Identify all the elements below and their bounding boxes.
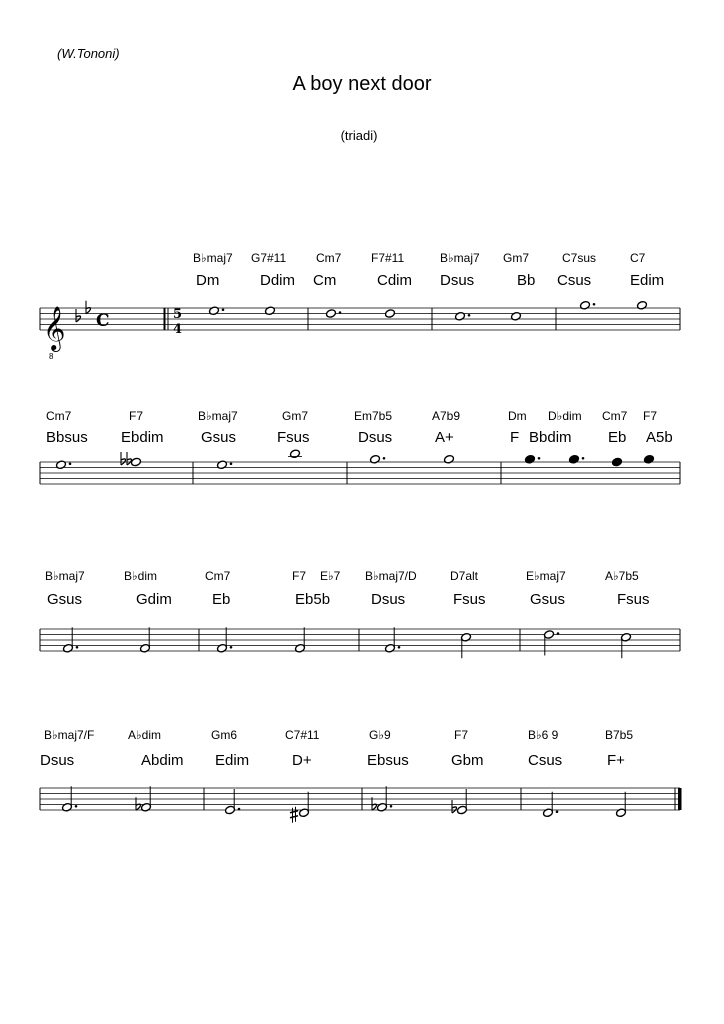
- chord-symbol: B♭6 9: [528, 728, 559, 742]
- augmentation-dot: [76, 646, 79, 649]
- chord-symbol: C7sus: [562, 251, 597, 265]
- time-sig-numerator: 5: [173, 307, 183, 322]
- chord-symbol: B♭maj7/D: [365, 569, 417, 583]
- triad-label: Eb: [608, 429, 627, 446]
- triad-label: Ebsus: [367, 752, 409, 769]
- triad-label: Ebdim: [121, 429, 164, 446]
- triad-label: Dsus: [40, 752, 75, 769]
- chord-symbol: Cm7: [205, 569, 231, 583]
- triad-label: Fsus: [453, 591, 486, 608]
- triad-label: F+: [607, 752, 625, 769]
- augmentation-dot: [398, 646, 401, 649]
- triad-label: Csus: [557, 272, 592, 289]
- flat-bowl: [86, 308, 91, 314]
- triad-label: Edim: [630, 272, 665, 289]
- chord-symbol: Cm7: [602, 409, 628, 423]
- augmentation-dot: [230, 646, 233, 649]
- note-head: [370, 454, 381, 464]
- note-head: [637, 300, 648, 310]
- chord-symbol: A♭dim: [128, 728, 161, 742]
- triad-label: Gsus: [530, 591, 566, 608]
- final-barline-thick: [678, 788, 682, 810]
- note-head: [290, 449, 301, 459]
- flat-accidental-icon: [452, 800, 457, 813]
- triad-label: Dsus: [440, 272, 475, 289]
- augmentation-dot: [556, 810, 559, 813]
- key-flat-bb-icon: [76, 309, 81, 322]
- augmentation-dot: [238, 808, 241, 811]
- triad-label: Eb5b: [295, 591, 331, 608]
- note-head: [326, 309, 337, 319]
- sharp-line: [290, 811, 298, 813]
- note-head: [455, 311, 466, 321]
- note-head: [580, 300, 591, 310]
- triad-label: Dsus: [358, 429, 393, 446]
- octave-8-icon: 8: [49, 352, 54, 361]
- augmentation-dot: [582, 457, 585, 460]
- chord-symbol: B♭maj7: [198, 409, 238, 423]
- chord-symbol: C7: [630, 251, 646, 265]
- augmentation-dot: [538, 457, 541, 460]
- triad-label: Gsus: [47, 591, 83, 608]
- note-head: [265, 306, 276, 316]
- chord-symbol: B7b5: [605, 728, 634, 742]
- triad-label: Abdim: [141, 752, 184, 769]
- chord-symbol: D7alt: [450, 569, 479, 583]
- chord-symbol: Cm7: [46, 409, 72, 423]
- note-head: [644, 454, 655, 464]
- triad-label: D+: [292, 752, 312, 769]
- subtitle: (triadi): [340, 128, 378, 143]
- note-head: [444, 454, 455, 464]
- chord-symbol: E♭maj7: [526, 569, 566, 583]
- triad-label: Edim: [215, 752, 250, 769]
- note-head: [511, 311, 522, 321]
- triad-label: A+: [435, 429, 454, 446]
- flat-accidental-icon: [127, 452, 132, 465]
- chord-symbol: F7: [129, 409, 144, 423]
- treble-clef-icon: 𝄞: [43, 306, 66, 350]
- triad-label: Bbsus: [46, 429, 88, 446]
- flat-bowl: [136, 804, 141, 810]
- chord-symbol: F7#11: [371, 251, 405, 265]
- augmentation-dot: [69, 462, 72, 465]
- augmentation-dot: [593, 303, 596, 306]
- note-head: [56, 460, 67, 470]
- chord-symbol: F7: [643, 409, 658, 423]
- triad-label: Gbm: [451, 752, 484, 769]
- augmentation-dot: [75, 805, 78, 808]
- sharp-accidental-icon: [290, 807, 298, 823]
- key-flat-eb-icon: [86, 301, 91, 314]
- sharp-line: [290, 816, 298, 818]
- note-head: [569, 454, 580, 464]
- chord-symbol: A7b9: [432, 409, 461, 423]
- triad-label: Cm: [313, 272, 337, 289]
- flat-bowl: [372, 804, 377, 810]
- chord-symbol: D♭dim: [548, 409, 582, 423]
- augmentation-dot: [383, 457, 386, 460]
- chord-symbol: Gm7: [503, 251, 530, 265]
- triad-label: Gsus: [201, 429, 237, 446]
- triad-label: Fsus: [277, 429, 310, 446]
- augmentation-dot: [468, 314, 471, 317]
- augmentation-dot: [557, 632, 560, 635]
- note-head: [217, 460, 228, 470]
- chord-symbol: Em7b5: [354, 409, 393, 423]
- triad-label: Fsus: [617, 591, 650, 608]
- note-head: [612, 457, 623, 467]
- chord-symbol: E♭7: [320, 569, 341, 583]
- triad-label: Eb: [212, 591, 231, 608]
- chord-symbol: G7#11: [251, 251, 287, 265]
- common-time-icon: C: [96, 311, 110, 331]
- augmentation-dot: [222, 308, 225, 311]
- triad-label: Csus: [528, 752, 563, 769]
- chord-symbol: Dm: [508, 409, 527, 423]
- augmentation-dot: [339, 311, 342, 314]
- composer: (W.Tononi): [57, 46, 120, 61]
- chord-symbol: B♭dim: [124, 569, 157, 583]
- time-sig-denominator: 4: [173, 322, 183, 337]
- chord-symbol: B♭maj7/F: [44, 728, 95, 742]
- chord-symbol: F7: [454, 728, 469, 742]
- flat-accidental-icon: [121, 452, 126, 465]
- chord-symbol: C7#11: [285, 728, 320, 742]
- chord-symbol: B♭maj7: [45, 569, 85, 583]
- chord-symbol: Gm7: [282, 409, 309, 423]
- triad-label: A5b: [646, 429, 673, 446]
- triad-label: Bbdim: [529, 429, 572, 446]
- chord-symbol: G♭9: [369, 728, 391, 742]
- triad-label: Dsus: [371, 591, 406, 608]
- augmentation-dot: [390, 805, 393, 808]
- triad-label: Bb: [517, 272, 536, 289]
- song-title: A boy next door: [292, 73, 432, 95]
- triad-label: Dm: [196, 272, 220, 289]
- note-head: [525, 454, 536, 464]
- note-head: [131, 457, 142, 467]
- chord-symbol: Gm6: [211, 728, 238, 742]
- chord-symbol: A♭7b5: [605, 569, 639, 583]
- chord-symbol: Cm7: [316, 251, 342, 265]
- triad-label: Ddim: [260, 272, 296, 289]
- triad-label: Gdim: [136, 591, 172, 608]
- augmentation-dot: [230, 462, 233, 465]
- triad-label: F: [510, 429, 520, 446]
- chord-symbol: B♭maj7: [440, 251, 480, 265]
- chord-symbol: B♭maj7: [193, 251, 233, 265]
- chord-symbol: F7: [292, 569, 307, 583]
- triad-label: Cdim: [377, 272, 413, 289]
- note-head: [209, 306, 220, 316]
- note-head: [385, 309, 396, 319]
